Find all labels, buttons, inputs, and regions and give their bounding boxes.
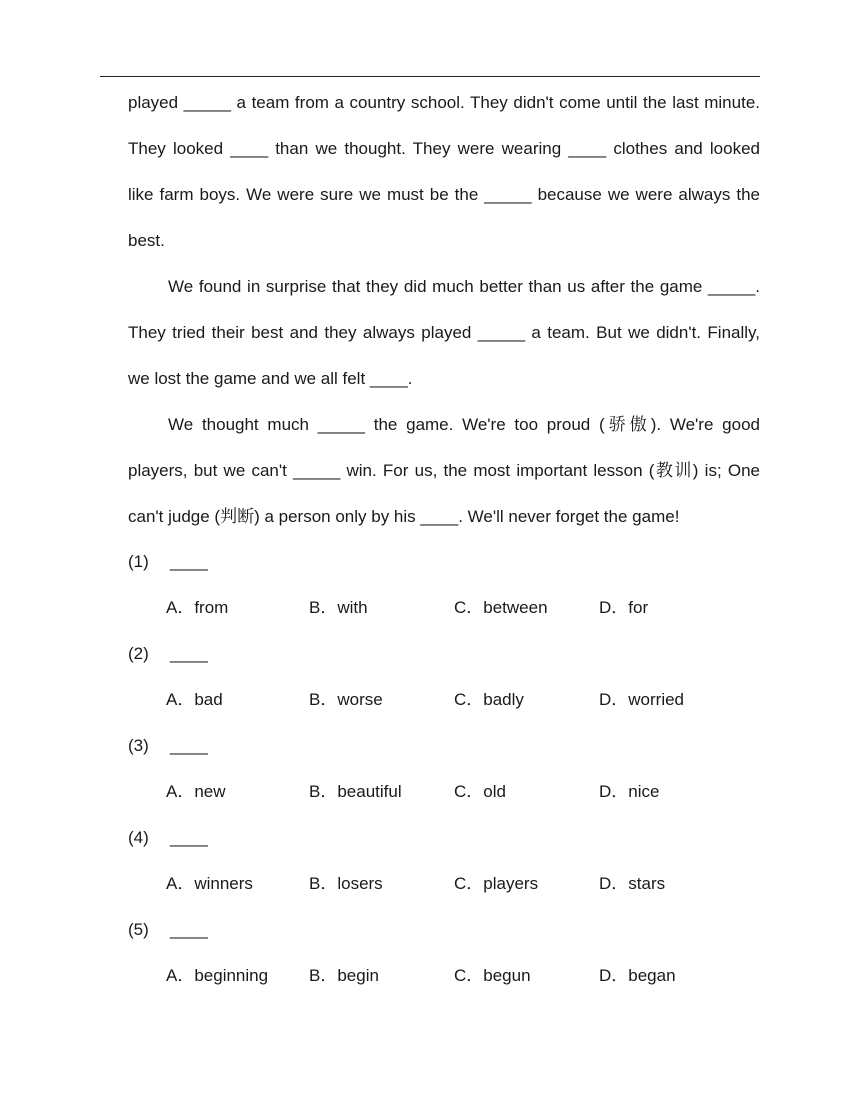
option-row <box>128 769 760 815</box>
passage-paragraph-1: played _____ a team from a country school. They didn't come until the last minute. They looked ____ than we thought. They were wearing ____ clothes and looked like farm boys. We were sure we must be the _____ because we were always the best. <box>128 93 760 250</box>
option-row <box>128 861 760 907</box>
question-1 <box>128 539 760 631</box>
option-row <box>128 585 760 631</box>
answer-blank[interactable]: ____ <box>170 552 208 571</box>
question-number: (4) <box>128 828 149 847</box>
question-number: (5) <box>128 920 149 939</box>
option-a[interactable]: A．new <box>166 782 226 801</box>
question-number: (2) <box>128 644 149 663</box>
passage-paragraph-2: We found in surprise that they did much better than us after the game _____. They tried their best and they always played _____ a team. But we didn't. Finally, we lost the game and we all felt ____. <box>128 277 760 388</box>
option-a[interactable]: A．winners <box>166 874 253 893</box>
question-list <box>128 539 760 999</box>
question-stem <box>128 907 760 953</box>
question-stem <box>128 539 760 585</box>
question-number: (3) <box>128 736 149 755</box>
answer-blank[interactable]: ____ <box>170 644 208 663</box>
answer-blank[interactable]: ____ <box>170 920 208 939</box>
question-stem <box>128 723 760 769</box>
header-rule <box>100 76 760 77</box>
option-b[interactable]: B．with <box>309 598 368 617</box>
option-a[interactable]: A．beginning <box>166 966 269 985</box>
option-b[interactable]: B．beautiful <box>309 782 402 801</box>
option-row <box>128 677 760 723</box>
option-c[interactable]: C．begun <box>454 966 531 985</box>
option-b[interactable]: B．begin <box>309 966 379 985</box>
option-d[interactable]: D．stars <box>599 874 666 893</box>
option-c[interactable]: C．badly <box>454 690 524 709</box>
question-stem <box>128 631 760 677</box>
answer-blank[interactable]: ____ <box>170 828 208 847</box>
question-2 <box>128 631 760 723</box>
reading-passage <box>128 80 760 540</box>
option-d[interactable]: D．began <box>599 966 676 985</box>
option-d[interactable]: D．for <box>599 598 649 617</box>
option-c[interactable]: C．old <box>454 782 506 801</box>
option-a[interactable]: A．from <box>166 598 229 617</box>
question-4 <box>128 815 760 907</box>
passage-paragraph-3: We thought much _____ the game. We're too proud (骄傲). We're good players, but we can't _____ win. For us, the most important lesson (教训) is; One can't judge (判断) a person only by his ____. We'll never forget the game! <box>128 415 760 526</box>
option-d[interactable]: D．worried <box>599 690 685 709</box>
question-number: (1) <box>128 552 149 571</box>
option-b[interactable]: B．losers <box>309 874 383 893</box>
option-d[interactable]: D．nice <box>599 782 660 801</box>
option-c[interactable]: C．players <box>454 874 539 893</box>
question-stem <box>128 815 760 861</box>
question-5 <box>128 907 760 999</box>
option-b[interactable]: B．worse <box>309 690 383 709</box>
option-a[interactable]: A．bad <box>166 690 223 709</box>
answer-blank[interactable]: ____ <box>170 736 208 755</box>
question-3 <box>128 723 760 815</box>
option-row <box>128 953 760 999</box>
option-c[interactable]: C．between <box>454 598 548 617</box>
